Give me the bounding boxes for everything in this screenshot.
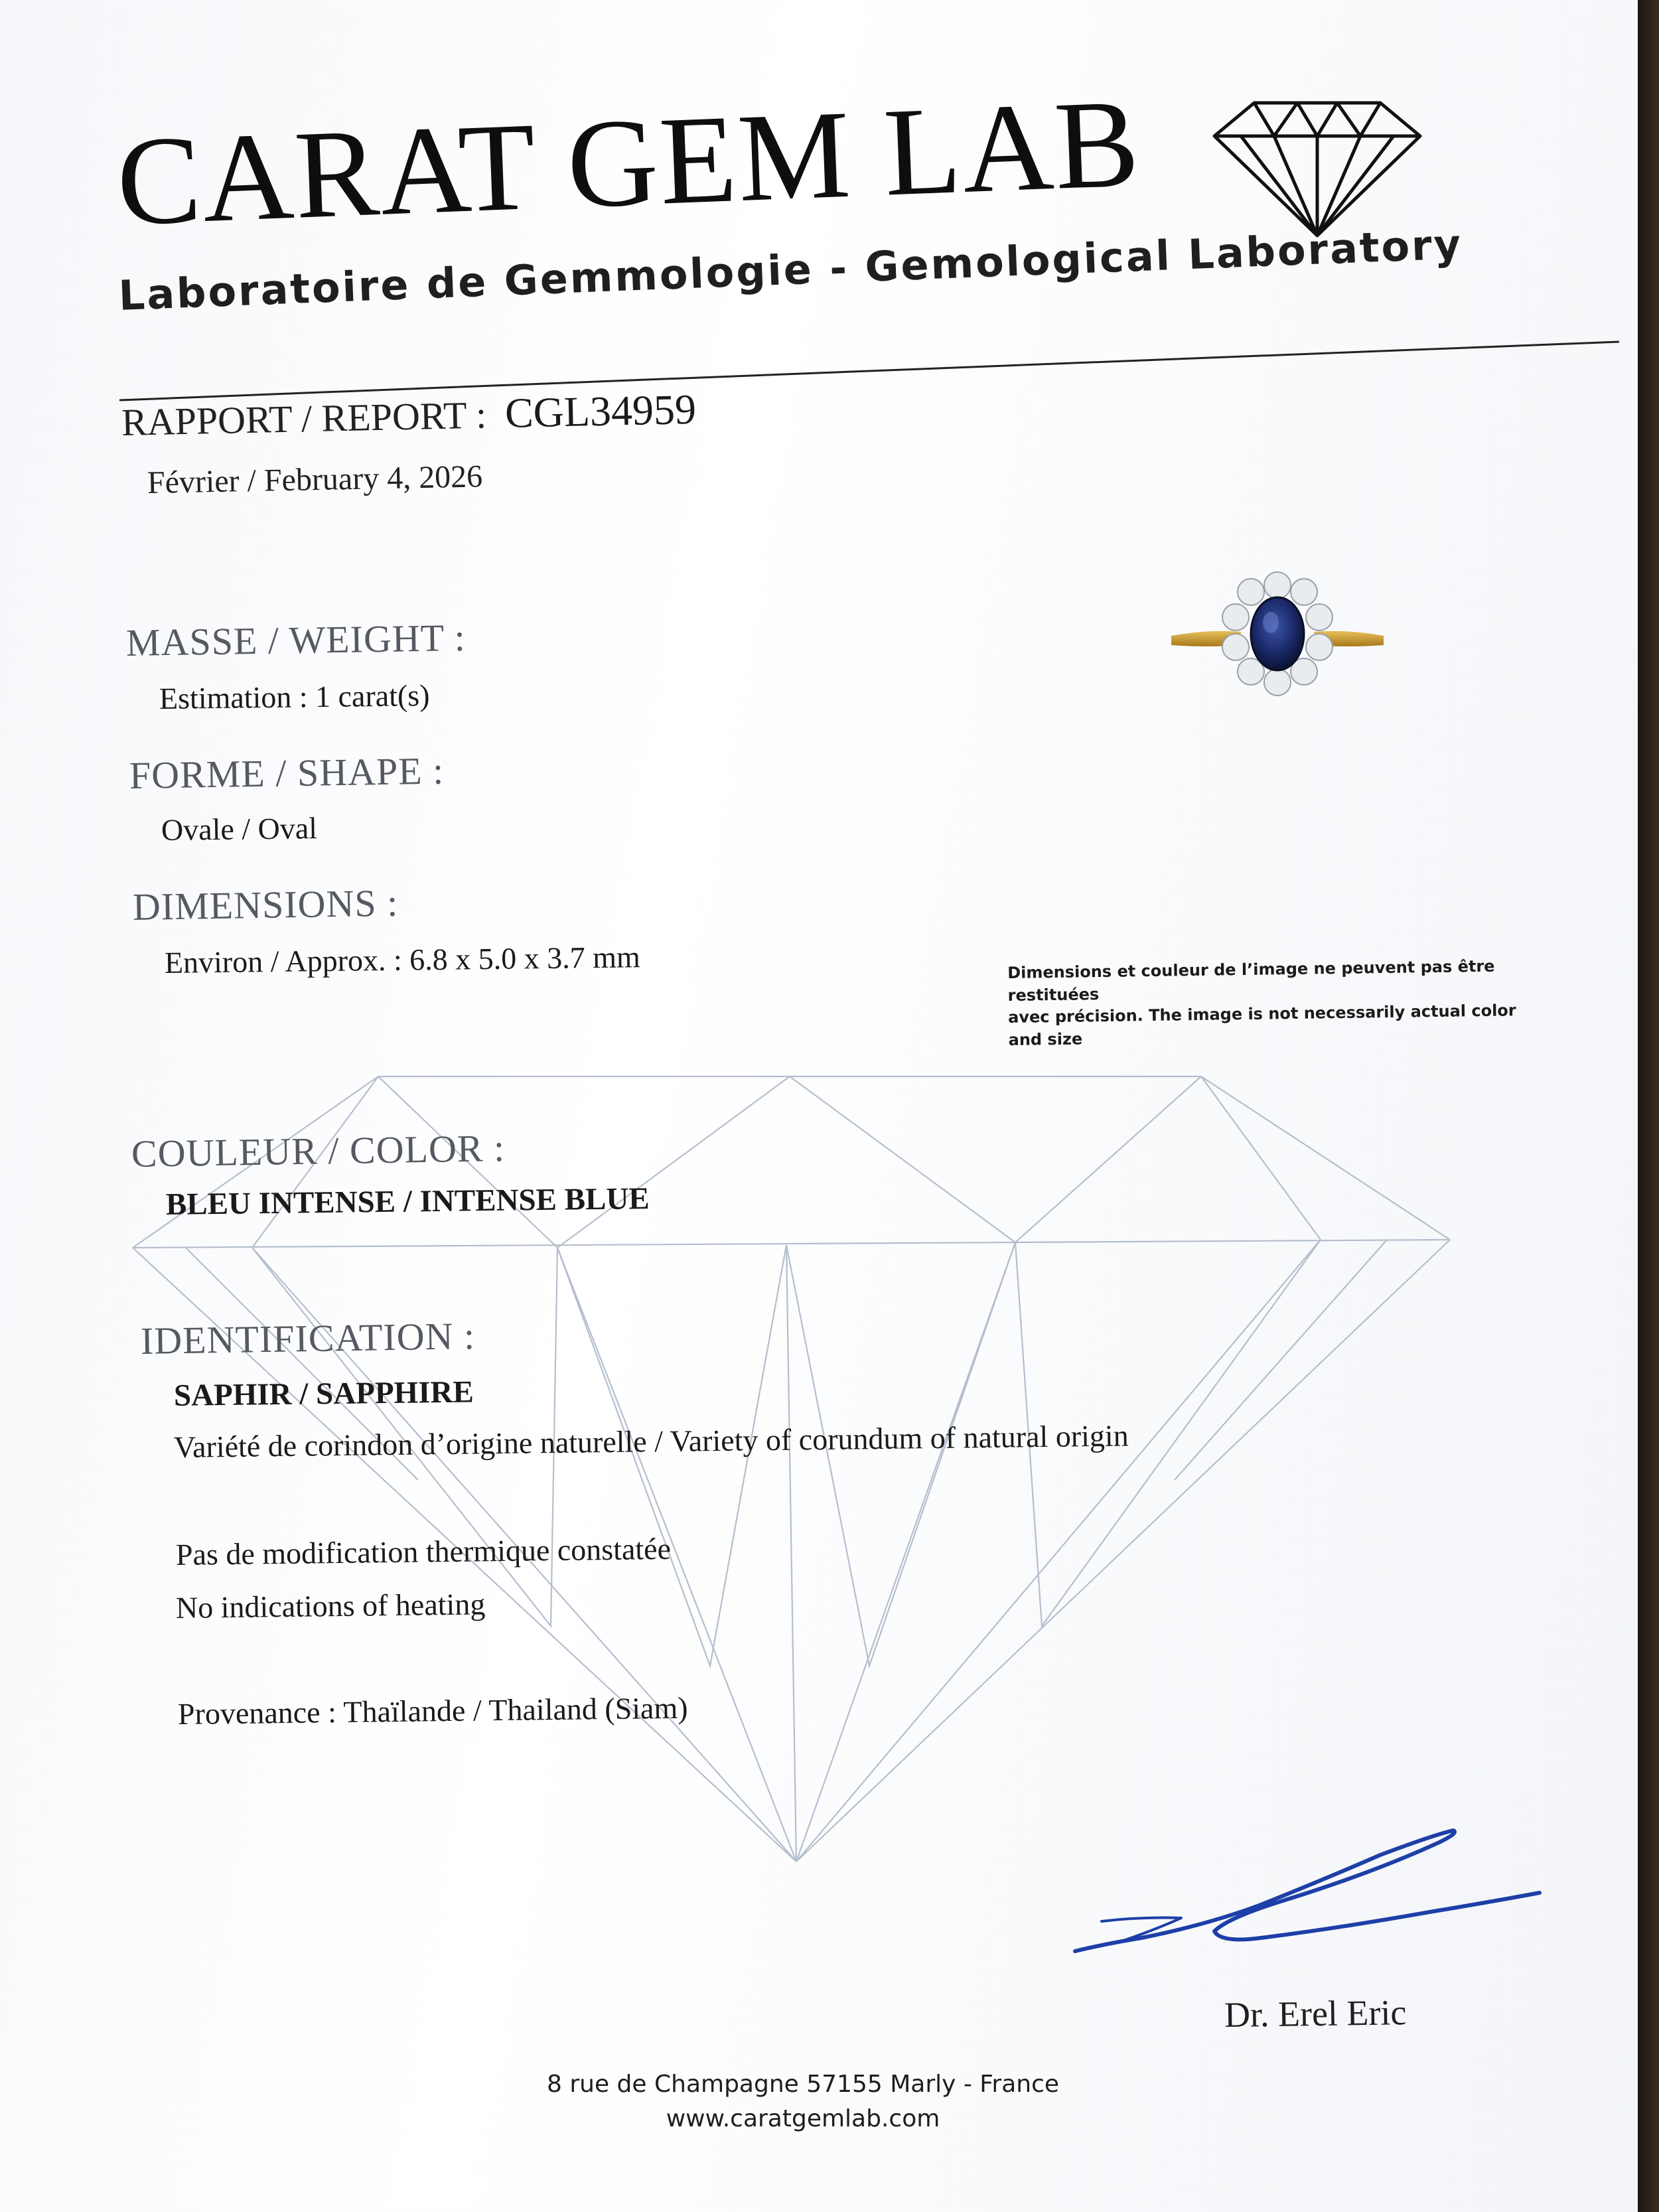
image-disclaimer-line-2: avec précision. The image is not necessarily actual color and size bbox=[1007, 1001, 1516, 1049]
lab-address: 8 rue de Champagne 57155 Marly - France bbox=[546, 2071, 1060, 2098]
lab-name: CARAT GEM LAB bbox=[114, 73, 1143, 252]
species-value: SAPHIR / SAPPHIRE bbox=[173, 1374, 474, 1413]
dimensions-value: Environ / Approx. : 6.8 x 5.0 x 3.7 mm bbox=[164, 940, 641, 980]
variety-value: Variété de corindon d’origine naturelle / Variety of corundum of natural origin bbox=[173, 1418, 1129, 1464]
dimensions-heading: DIMENSIONS : bbox=[132, 881, 399, 928]
diamond-outline-icon bbox=[1208, 96, 1427, 242]
ring-photo bbox=[1168, 564, 1387, 717]
color-heading: COULEUR / COLOR : bbox=[131, 1126, 506, 1175]
weight-value: Estimation : 1 carat(s) bbox=[159, 678, 430, 715]
desk-background-edge bbox=[1638, 0, 1659, 2212]
image-disclaimer-line-1: Dimensions et couleur de l’image ne peuvent pas être restituées bbox=[1007, 956, 1495, 1005]
image-disclaimer bbox=[1007, 955, 1553, 1052]
origin-value: Provenance : Thaïlande / Thailand (Siam) bbox=[177, 1690, 688, 1731]
identification-heading: IDENTIFICATION : bbox=[140, 1314, 476, 1363]
color-value: BLEU INTENSE / INTENSE BLUE bbox=[165, 1181, 650, 1222]
letterhead bbox=[114, 66, 1464, 332]
report-label: RAPPORT / REPORT : bbox=[121, 393, 487, 444]
footer bbox=[518, 2067, 1088, 2136]
weight-heading: MASSE / WEIGHT : bbox=[125, 615, 467, 664]
shape-heading: FORME / SHAPE : bbox=[129, 749, 445, 797]
lab-subtitle: Laboratoire de Gemmologie - Gemological Laboratory bbox=[117, 220, 1464, 320]
handwritten-signature bbox=[1062, 1818, 1553, 1964]
shape-value: Ovale / Oval bbox=[161, 811, 318, 847]
signer-name: Dr. Erel Eric bbox=[1224, 1992, 1407, 2035]
report-number: CGL34959 bbox=[504, 385, 697, 437]
report-date: Février / February 4, 2026 bbox=[147, 459, 483, 500]
treatment-en-value: No indications of heating bbox=[175, 1587, 486, 1625]
treatment-fr-value: Pas de modification thermique constatée bbox=[175, 1531, 672, 1572]
lab-website-link[interactable]: www.caratgemlab.com bbox=[666, 2105, 940, 2133]
